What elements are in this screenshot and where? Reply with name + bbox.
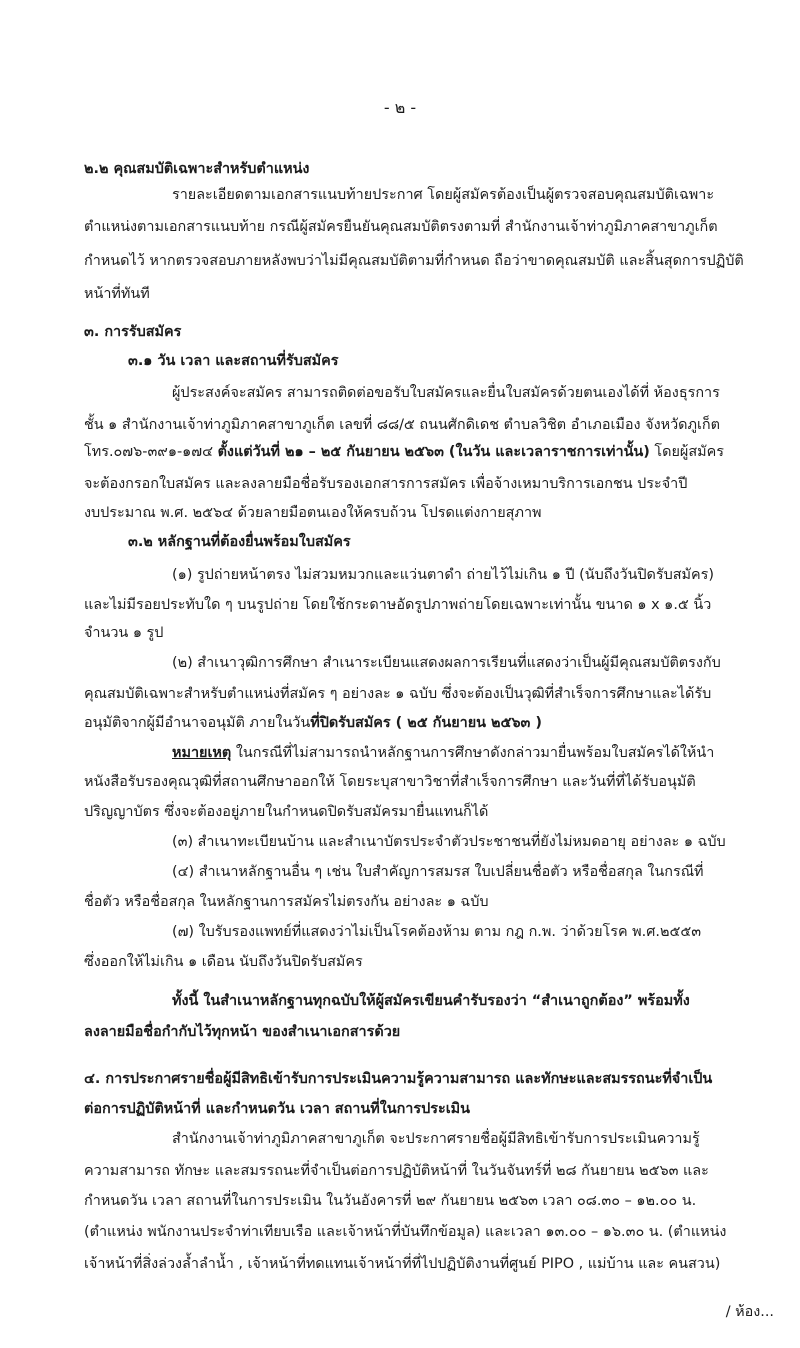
- continuation-marker: / ห้อง...: [725, 1304, 774, 1320]
- list-item-line: (๔) สำเนาหลักฐานอื่น ๆ เช่น ใบสำคัญการสมรส ใบเปลี่ยนชื่อตัว หรือชื่อสกุล ในกรณีที่: [172, 864, 704, 880]
- note-line: [172, 742, 714, 764]
- list-item-line: [84, 712, 542, 734]
- closing-date: ที่ปิดรับสมัคร ( ๒๕ กันยายน ๒๕๖๓ ): [310, 715, 542, 731]
- paragraph-line: [84, 441, 724, 463]
- paragraph-line: กำหนดไว้ หากตรวจสอบภายหลังพบว่าไม่มีคุณสมบัติตามที่กำหนด ถือว่าขาดคุณสมบัติ และสิ้นสุดการปฏิบัติ: [84, 253, 744, 269]
- list-item-line: (๒) สำเนาวุฒิการศึกษา สำเนาระเบียนแสดงผลการเรียนที่แสดงว่าเป็นผู้มีคุณสมบัติตรงกับ: [172, 655, 721, 671]
- paragraph-line: เจ้าหน้าที่สิ่งล่วงล้ำลำน้ำ , เจ้าหน้าที่ทดแทนเจ้าหน้าที่ที่ไปปฏิบัติงานที่ศูนย์ PIPO , แม่บ้าน และ คนสวน): [84, 1256, 721, 1272]
- section-3-2-heading: ๓.๒ หลักฐานที่ต้องยื่นพร้อมใบสมัคร: [128, 534, 351, 550]
- paragraph-line: กำหนดวัน เวลา สถานที่ในการประเมิน ในวันอังคารที่ ๒๙ กันยายน ๒๕๖๓ เวลา ๐๘.๓๐ – ๑๒.๐๐ น.: [84, 1193, 697, 1209]
- application-dates: ตั้งแต่วันที่ ๒๑ – ๒๕ กันยายน ๒๕๖๓ (ในวัน และเวลาราชการเท่านั้น): [217, 444, 650, 460]
- section-4-heading: ต่อการปฏิบัติหน้าที่ และกำหนดวัน เวลา สถานที่ในการประเมิน: [84, 1101, 470, 1117]
- list-item-line: คุณสมบัติเฉพาะสำหรับตำแหน่งที่สมัคร ๆ อย่างละ ๑ ฉบับ ซึ่งจะต้องเป็นวุฒิที่สำเร็จการศึกษาและได้รับ: [84, 686, 712, 702]
- section-4-heading: ๔. การประกาศรายชื่อผู้มีสิทธิเข้ารับการประเมินความรู้ความสามารถ และทักษะและสมรรถนะที่จำเป็น: [84, 1071, 713, 1087]
- list-item-line: จำนวน ๑ รูป: [84, 625, 164, 641]
- page-number: - ๒ -: [383, 98, 417, 117]
- list-item-line: ซึ่งออกให้ไม่เกิน ๑ เดือน นับถึงวันปิดรับสมัคร: [84, 954, 363, 970]
- paragraph-line: รายละเอียดตามเอกสารแนบท้ายประกาศ โดยผู้สมัครต้องเป็นผู้ตรวจสอบคุณสมบัติเฉพาะ: [172, 187, 715, 203]
- paragraph-line: (ตำแหน่ง พนักงานประจำท่าเทียบเรือ และเจ้าหน้าที่บันทึกข้อมูล) และเวลา ๑๓.๐๐ – ๑๖.๓๐ น. (ตำแหน่ง: [84, 1224, 727, 1240]
- section-3-heading: ๓. การรับสมัคร: [84, 324, 182, 340]
- paragraph-line: สำนักงานเจ้าท่าภูมิภาคสาขาภูเก็ต จะประกาศรายชื่อผู้มีสิทธิเข้ารับการประเมินความรู้: [172, 1131, 700, 1147]
- section-2-2-heading: ๒.๒ คุณสมบัติเฉพาะสำหรับตำแหน่ง: [84, 161, 310, 177]
- section-3-1-heading: ๓.๑ วัน เวลา และสถานที่รับสมัคร: [128, 353, 339, 369]
- paragraph-line: ความสามารถ ทักษะ และสมรรถนะที่จำเป็นต่อการปฏิบัติหน้าที่ ในวันจันทร์ที่ ๒๘ กันยายน ๒๕๖๓ และ: [84, 1163, 709, 1179]
- paragraph-line: ผู้ประสงค์จะสมัคร สามารถติดต่อขอรับใบสมัครและยื่นใบสมัครด้วยตนเองได้ที่ ห้องธุรการ: [172, 385, 720, 401]
- paragraph-text: โดยผู้สมัคร: [649, 444, 724, 460]
- list-item-line: (๑) รูปถ่ายหน้าตรง ไม่สวมหมวกและแว่นตาดำ ถ่ายไว้ไม่เกิน ๑ ปี (นับถึงวันปิดรับสมัคร): [172, 567, 714, 583]
- list-item-text: อนุมัติจากผู้มีอำนาจอนุมัติ ภายในวัน: [84, 715, 311, 731]
- note-line: หนังสือรับรองคุณวุฒิที่สถานศึกษาออกให้ โดยระบุสาขาวิชาที่สำเร็จการศึกษา และวันที่ที่ได้รับอนุมัติ: [84, 774, 696, 790]
- list-item-line: (๓) สำเนาทะเบียนบ้าน และสำเนาบัตรประจำตัวประชาชนที่ยังไม่หมดอายุ อย่างละ ๑ ฉบับ: [172, 834, 726, 850]
- paragraph-line: ตำแหน่งตามเอกสารแนบท้าย กรณีผู้สมัครยืนยันคุณสมบัติตรงตามที่ สำนักงานเจ้าท่าภูมิภาคสาขาภูเก็ต: [84, 219, 718, 235]
- paragraph-line: ชั้น ๑ สำนักงานเจ้าท่าภูมิภาคสาขาภูเก็ต เลขที่ ๘๘/๕ ถนนศักดิเดช ตำบลวิชิต อำเภอเมือง จังหวัดภูเก็ต: [84, 417, 720, 433]
- note-label: หมายเหตุ: [172, 745, 232, 761]
- paragraph-line: หน้าที่ทันที: [84, 286, 150, 302]
- paragraph-line: จะต้องกรอกใบสมัคร และลงลายมือชื่อรับรองเอกสารการสมัคร เพื่อจ้างเหมาบริการเอกชน ประจำปี: [84, 476, 688, 492]
- paragraph-line: งบประมาณ พ.ศ. ๒๕๖๔ ด้วยลายมือตนเองให้ครบถ้วน โปรดแต่งกายสุภาพ: [84, 505, 542, 521]
- list-item-line: (๗) ใบรับรองแพทย์ที่แสดงว่าไม่เป็นโรคต้องห้าม ตาม กฎ ก.พ. ว่าด้วยโรค พ.ศ.๒๕๕๓: [172, 924, 702, 940]
- note-line: ปริญญาบัตร ซึ่งจะต้องอยู่ภายในกำหนดปิดรับสมัครมายื่นแทนก็ได้: [84, 804, 489, 820]
- note-text: ในกรณีที่ไม่สามารถนำหลักฐานการศึกษาดังกล่าวมายื่นพร้อมใบสมัครได้ให้นำ: [231, 745, 715, 761]
- list-item-line: ชื่อตัว หรือชื่อสกุล ในหลักฐานการสมัครไม่ตรงกัน อย่างละ ๑ ฉบับ: [84, 894, 489, 910]
- certify-line: ทั้งนี้ ในสำเนาหลักฐานทุกฉบับให้ผู้สมัครเขียนคำรับรองว่า “สำเนาถูกต้อง” พร้อมทั้ง: [172, 993, 690, 1009]
- certify-line: ลงลายมือชื่อกำกับไว้ทุกหน้า ของสำเนาเอกสารด้วย: [84, 1024, 401, 1040]
- list-item-line: และไม่มีรอยประทับใด ๆ บนรูปถ่าย โดยใช้กระดาษอัดรูปภาพถ่ายโดยเฉพาะเท่านั้น ขนาด ๑ x ๑.๕ นิ้ว: [84, 597, 712, 613]
- phone-text: โทร.๐๗๖-๓๙๑-๑๗๔: [84, 444, 218, 460]
